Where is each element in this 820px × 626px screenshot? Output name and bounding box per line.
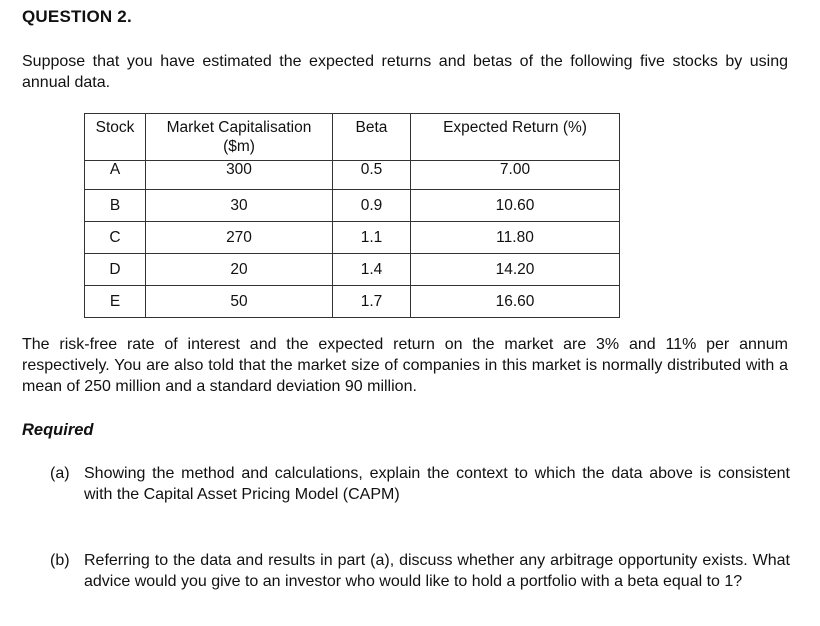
table-row xyxy=(85,254,620,286)
part-b-text: Referring to the data and results in part (a), discuss whether any arbitrage opportunity exists. What advice would you give to an investor who would like to hold a portfolio with a beta equal to 1? xyxy=(84,552,790,590)
question-heading: QUESTION 2. xyxy=(22,7,132,26)
header-market-cap xyxy=(146,114,333,161)
header-market-cap-line2: ($m) xyxy=(223,138,255,155)
part-b-label: (b) xyxy=(50,552,70,569)
cell-beta: 0.9 xyxy=(333,190,411,222)
intro-paragraph: Suppose that you have estimated the expected returns and betas of the following five stocks by using annual data. xyxy=(22,53,788,91)
cell-expected-return: 10.60 xyxy=(411,190,620,222)
header-market-cap-line1: Market Capitalisation xyxy=(166,119,312,136)
cell-stock: C xyxy=(85,222,146,254)
cell-stock: A xyxy=(85,161,146,190)
cell-beta: 1.4 xyxy=(333,254,411,286)
table-row xyxy=(85,286,620,318)
table-header-row xyxy=(85,114,620,161)
part-a-text: Showing the method and calculations, explain the context to which the data above is consistent with the Capital Asset Pricing Model (CAPM) xyxy=(84,465,790,503)
table-row xyxy=(85,190,620,222)
cell-stock: D xyxy=(85,254,146,286)
part-b xyxy=(50,550,790,592)
required-label: Required xyxy=(22,421,94,439)
cell-market-cap: 30 xyxy=(146,190,333,222)
cell-stock: E xyxy=(85,286,146,318)
cell-market-cap: 50 xyxy=(146,286,333,318)
table-row xyxy=(85,222,620,254)
header-beta: Beta xyxy=(333,114,411,161)
header-expected-return: Expected Return (%) xyxy=(411,114,620,161)
part-a-label: (a) xyxy=(50,465,70,482)
cell-expected-return: 7.00 xyxy=(411,161,620,190)
cell-expected-return: 14.20 xyxy=(411,254,620,286)
context-paragraph: The risk-free rate of interest and the expected return on the market are 3% and 11% per annum respectively. You are also told that the market size of companies in this market is normally distributed with a mean of 250 million and a standard deviation 90 million. xyxy=(22,336,788,395)
stock-data-table xyxy=(84,113,620,318)
cell-expected-return: 11.80 xyxy=(411,222,620,254)
cell-market-cap: 270 xyxy=(146,222,333,254)
cell-beta: 0.5 xyxy=(333,161,411,190)
part-a xyxy=(50,463,790,505)
cell-stock: B xyxy=(85,190,146,222)
cell-beta: 1.7 xyxy=(333,286,411,318)
table-row xyxy=(85,161,620,190)
cell-beta: 1.1 xyxy=(333,222,411,254)
cell-market-cap: 20 xyxy=(146,254,333,286)
header-stock: Stock xyxy=(85,114,146,161)
cell-market-cap: 300 xyxy=(146,161,333,190)
cell-expected-return: 16.60 xyxy=(411,286,620,318)
